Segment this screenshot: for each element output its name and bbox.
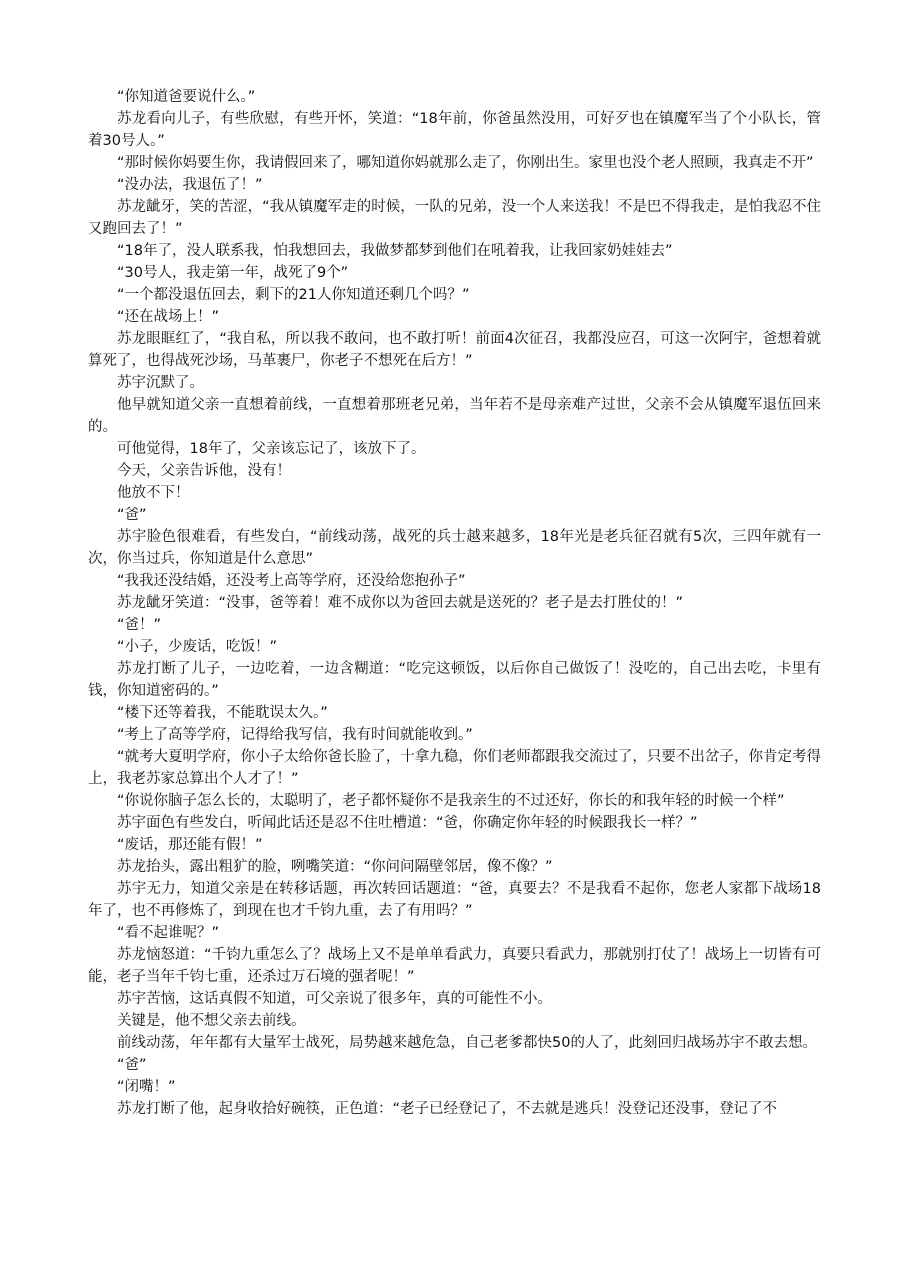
paragraph: 苏宇面色有些发白，听闻此话还是忍不住吐槽道：“爸，你确定你年轻的时候跟我长一样？” xyxy=(117,815,698,831)
paragraph: 苏龙打断了他，起身收拾好碗筷，正色道：“老子已经登记了，不去就是逃兵！没登记还没事，登记了不 xyxy=(117,1101,778,1117)
paragraph: “没办法，我退伍了！” xyxy=(117,177,263,193)
paragraph: “那时候你妈要生你，我请假回来了，哪知道你妈就那么走了，你刚出生。家里也没个老人照顾，我真走不开” xyxy=(117,155,814,171)
paragraph: 前线动荡，年年都有大量军士战死，局势越来越危急，自己老爹都快50的人了，此刻回归战场苏宇不敢去想。 xyxy=(117,1035,817,1051)
paragraph: “30号人，我走第一年，战死了9个” xyxy=(117,265,349,281)
paragraph: “你说你脑子怎么长的，太聪明了，老子都怀疑你不是我亲生的不过还好，你长的和我年轻的时候一个样” xyxy=(117,793,785,809)
paragraph: 苏宇无力，知道父亲是在转移话题，再次转回话题道：“爸，真要去？不是我看不起你，您老人家都下战场18年了，也不再修炼了，到现在也才千钧九重，去了有用吗？” xyxy=(88,881,821,919)
paragraph: “18年了，没人联系我，怕我想回去，我做梦都梦到他们在吼着我，让我回家奶娃娃去” xyxy=(117,243,673,259)
paragraph: “爸” xyxy=(117,1057,147,1073)
paragraph: 苏龙恼怒道：“千钧九重怎么了？战场上又不是单单看武力，真要只看武力，那就别打仗了！战场上一切皆有可能，老子当年千钧七重，还杀过万石境的强者呢！” xyxy=(88,947,821,985)
paragraph: 他放不下！ xyxy=(117,485,190,501)
paragraph: 苏龙龇牙，笑的苦涩，“我从镇魔军走的时候，一队的兄弟，没一个人来送我！不是巴不得我走，是怕我忍不住又跑回去了！” xyxy=(88,199,821,237)
paragraph: “我我还没结婚，还没考上高等学府，还没给您抱孙子” xyxy=(117,573,466,589)
paragraph: “楼下还等着我，不能耽误太久。” xyxy=(117,705,328,721)
paragraph: 苏龙看向儿子，有些欣慰，有些开怀，笑道：“18年前，你爸虽然没用，可好歹也在镇魔军当了个小队长，管着30号人。” xyxy=(88,111,821,149)
paragraph: “还在战场上！” xyxy=(117,309,220,325)
paragraph: 苏宇苦恼，这话真假不知道，可父亲说了很多年，真的可能性不小。 xyxy=(117,991,552,1007)
paragraph: 可他觉得，18年了，父亲该忘记了，该放下了。 xyxy=(117,441,426,457)
paragraph: 关键是，他不想父亲去前线。 xyxy=(117,1013,306,1029)
paragraph: 今天，父亲告诉他，没有！ xyxy=(117,463,291,479)
paragraph: “看不起谁呢？” xyxy=(117,925,220,941)
paragraph: “闭嘴！” xyxy=(117,1079,176,1095)
paragraph: “废话，那还能有假！” xyxy=(117,837,263,853)
paragraph: “小子，少废话，吃饭！” xyxy=(117,639,278,655)
paragraph: 苏宇脸色很难看，有些发白，“前线动荡，战死的兵士越来越多，18年光是老兵征召就有5次，三四年就有一次，你当过兵，你知道是什么意思” xyxy=(88,529,821,567)
paragraph: “一个都没退伍回去，剩下的21人你知道还剩几个吗？” xyxy=(117,287,470,303)
paragraph: “就考大夏明学府，你小子太给你爸长脸了，十拿九稳，你们老师都跟我交流过了，只要不出岔子，你肯定考得上，我老苏家总算出个人才了！” xyxy=(88,749,821,787)
paragraph: “你知道爸要说什么。” xyxy=(117,89,256,105)
paragraph: “考上了高等学府，记得给我写信，我有时间就能收到。” xyxy=(117,727,473,743)
paragraph: 苏龙眼眶红了，“我自私，所以我不敢问，也不敢打听！前面4次征召，我都没应召，可这一次阿宇，爸想着就算死了，也得战死沙场，马革裹尸，你老子不想死在后方！” xyxy=(88,331,821,369)
paragraph: 苏龙打断了儿子，一边吃着，一边含糊道：“吃完这顿饭，以后你自己做饭了！没吃的，自己出去吃，卡里有钱，你知道密码的。” xyxy=(88,661,821,699)
paragraph: 苏龙抬头，露出粗犷的脸，咧嘴笑道：“你问问隔壁邻居，像不像？” xyxy=(117,859,553,875)
paragraph: 他早就知道父亲一直想着前线，一直想着那班老兄弟，当年若不是母亲难产过世，父亲不会从镇魔军退伍回来的。 xyxy=(88,397,821,435)
paragraph: 苏宇沉默了。 xyxy=(117,375,204,391)
paragraph: “爸！” xyxy=(117,617,162,633)
paragraph: “爸” xyxy=(117,507,147,523)
paragraph: 苏龙龇牙笑道：“没事，爸等着！难不成你以为爸回去就是送死的？老子是去打胜仗的！” xyxy=(117,595,684,611)
